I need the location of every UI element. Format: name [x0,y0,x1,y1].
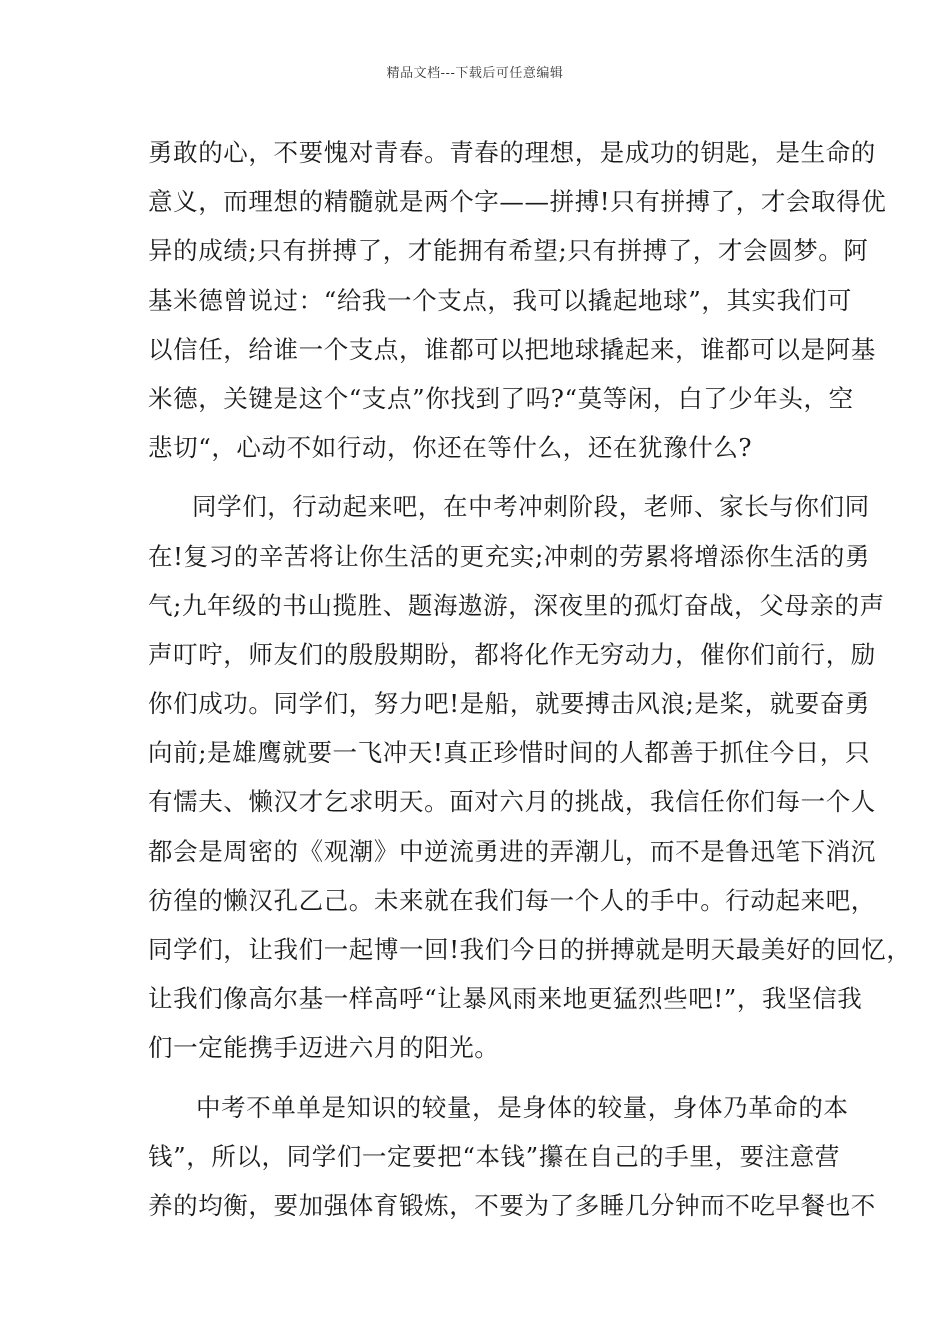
text-line: 同学们，让我们一起博一回!我们今日的拼搏就是明天最美好的回忆， [148,935,912,964]
text-line: 向前;是雄鹰就要一飞冲天!真正珍惜时间的人都善于抓住今日，只 [148,738,871,768]
text-line: 意义，而理想的精髓就是两个字——拼搏!只有拼搏了，才会取得优 [148,187,887,217]
text-line: 悲切“，心动不如行动，你还在等什么，还在犹豫什么? [148,433,753,463]
text-line: 基米德曾说过：“给我一个支点，我可以撬起地球”，其实我们可 [148,285,852,315]
text-line: 们一定能携手迈进六月的阳光。 [148,1033,500,1063]
text-line: 在!复习的辛苦将让你生活的更充实;冲刺的劳累将增添你生活的勇 [148,541,871,571]
paragraph-2 [148,482,912,1072]
text-line: 让我们像高尔基一样高呼“让暴风雨来地更猛烈些吧!”，我坚信我 [148,984,863,1014]
paragraph-3 [148,1083,876,1231]
text-line: 钱”，所以，同学们一定要把“本钱”攥在自己的手里，要注意营 [148,1141,840,1171]
paragraph-1 [148,128,887,472]
text-line: 以信任，给谁一个支点，谁都可以把地球撬起来，谁都可以是阿基 [148,334,876,364]
text-line: 异的成绩;只有拼搏了，才能拥有希望;只有拼搏了，才会圆梦。阿 [148,236,869,266]
text-line: 有懦夫、懒汉才乞求明天。面对六月的挑战，我信任你们每一个人 [148,787,876,817]
text-line: 同学们，行动起来吧，在中考冲刺阶段，老师、家长与你们同 [192,492,870,522]
text-line: 勇敢的心，不要愧对青春。青春的理想，是成功的钥匙，是生命的 [148,138,876,167]
text-line: 米德，关键是这个“支点”你找到了吗?“莫等闲，白了少年头，空 [148,383,854,413]
text-line: 你们成功。同学们，努力吧!是船，就要搏击风浪;是桨，就要奋勇 [148,689,871,719]
text-line: 气;九年级的书山揽胜、题海遨游，深夜里的孤灯奋战，父母亲的声 [148,590,885,620]
text-line: 声叮咛，师友们的殷殷期盼，都将化作无穷动力，催你们前行，励 [148,639,876,669]
text-line: 都会是周密的《观潮》中逆流勇进的弄潮儿，而不是鲁迅笔下消沉 [148,836,876,866]
page-header: 精品文档---下载后可任意编辑 [386,66,564,81]
text-line: 彷徨的懒汉孔乙己。未来就在我们每一个人的手中。行动起来吧， [148,885,876,915]
text-line: 中考不单单是知识的较量，是身体的较量，身体乃革命的本 [196,1092,849,1122]
text-line: 养的均衡，要加强体育锻炼，不要为了多睡几分钟而不吃早餐也不 [148,1190,876,1220]
document-body [148,128,912,1230]
